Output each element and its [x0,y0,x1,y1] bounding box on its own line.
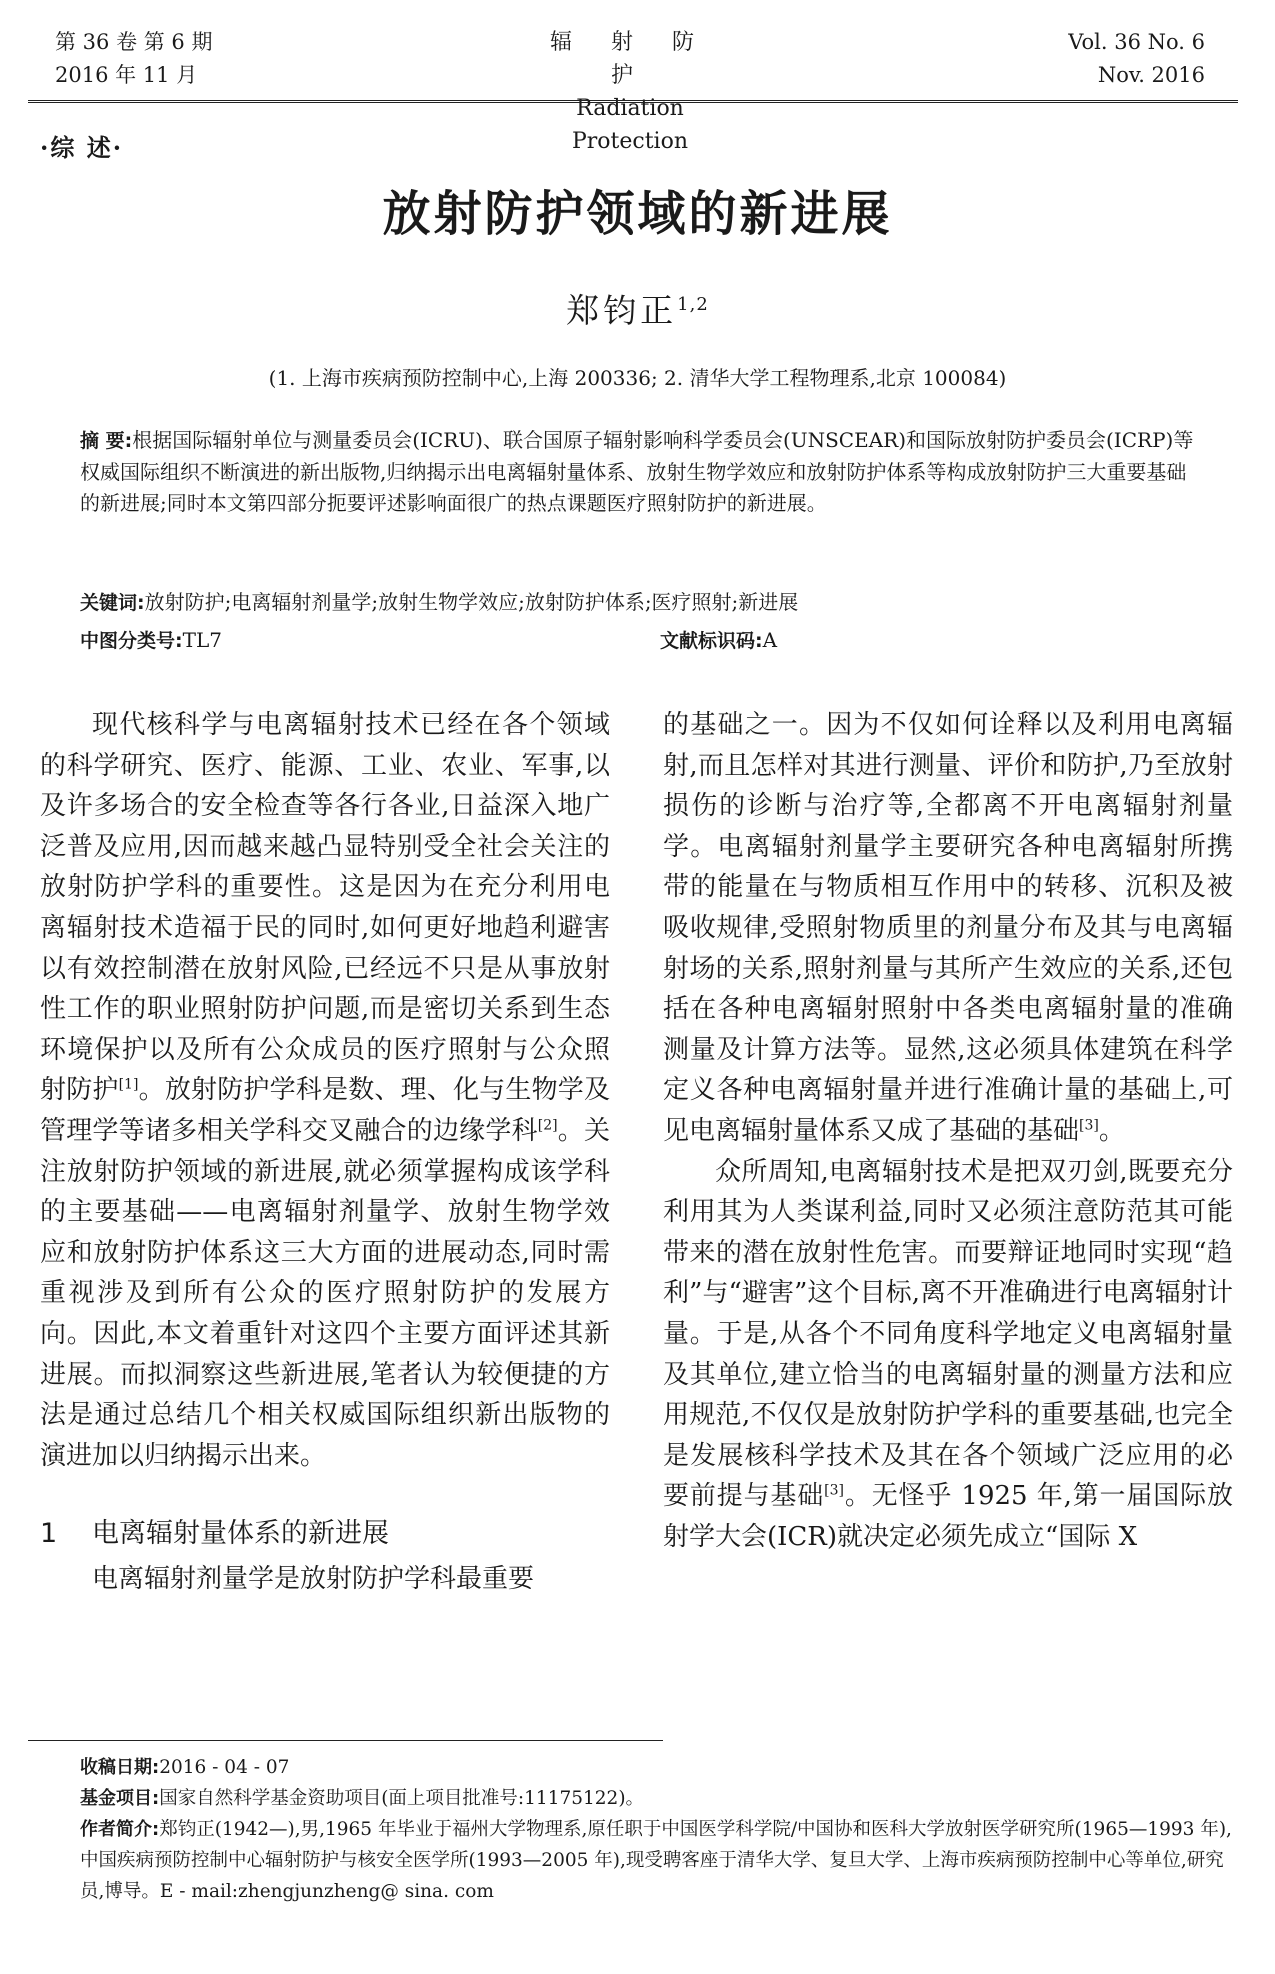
abstract [80,425,1200,519]
citation-3a[interactable]: [3] [1079,1117,1099,1134]
body-column-right [663,705,1233,1557]
keywords-label: 关键词: [80,592,145,614]
section-number: 1 [40,1518,58,1550]
author-bio [40,1814,1240,1907]
classification-line [80,625,1200,656]
footnotes [40,1752,1240,1907]
right-text-d: 。无怪乎 1925 年,第一届国际放射学大会(ICR)就决定必须先成立“国际 X [663,1481,1233,1552]
fund-value: 国家自然科学基金资助项目(面上项目批准号:11175122)。 [159,1788,645,1809]
abstract-text: 根据国际辐射单位与测量委员会(ICRU)、联合国原子辐射影响科学委员会(UNSCEAR)和国际放射防护委员会(ICRP)等权威国际组织不断演进的新出版物,归纳揭示出电离辐射量体系、放射生物学效应和放射防护体系等构成放射防护三大重要基础的新进展;同时本文第四部分扼要评述影响面很广的热点课题医疗照射防护的新进展。 [80,428,1194,515]
intro-text-c: 。关注放射防护领域的新进展,就必须掌握构成该学科的主要基础——电离辐射剂量学、放射生物学效应和放射防护体系这三大方面的进展动态,同时需重视涉及到所有公众的医疗照射防护的发展方向。因此,本文着重针对这四个主要方面评述其新进展。而拟洞察这些新进展,笔者认为较便捷的方法是通过总结几个相关权威国际组织新出版物的演进加以归纳揭示出来。 [40,1115,610,1471]
citation-3b[interactable]: [3] [824,1482,844,1499]
citation-1[interactable]: [1] [118,1076,139,1093]
keywords [80,587,1200,618]
continued-paragraph [663,705,1233,1152]
affiliation: (1. 上海市疾病预防控制中心,上海 200336; 2. 清华大学工程物理系,北京 100084) [268,366,1007,390]
right-text-a: 的基础之一。因为不仅如何诠释以及利用电离辐射,而且怎样对其进行测量、评价和防护,乃至放射损伤的诊断与治疗等,全都离不开电离辐射剂量学。电离辐射剂量学主要研究各种电离辐射所携带的能量在与物质相互作用中的转移、沉积及被吸收规律,受照射物质里的剂量分布及其与电离辐射场的关系,照射剂量与其所产生效应的关系,还包括在各种电离辐射照射中各类电离辐射量的准确测量及计算方法等。显然,这必须具体建筑在科学定义各种电离辐射量并进行准确计量的基础上,可见电离辐射量体系又成了基础的基础 [663,710,1233,1146]
volume-issue-cn: 第 36 卷 第 6 期 [55,30,213,54]
volume-issue-en: Vol. 36 No. 6 [1068,30,1205,54]
footnote-rule [28,1740,663,1741]
intro-text-b: 。放射防护学科是数、理、化与生物学及管理学等诸多相关学科交叉融合的边缘学科 [40,1075,610,1146]
body-column-left [40,705,610,1599]
doc-code-value: A [762,628,778,652]
header-left [55,26,212,92]
article-title: 放射防护领域的新进展 [382,186,893,242]
section-title: 电离辐射量体系的新进展 [92,1518,389,1550]
abstract-label: 摘 要: [80,430,133,452]
clc-value: TL7 [182,628,222,652]
clc-label: 中图分类号: [80,630,183,652]
section-tag: ·综 述· [40,133,124,162]
journal-name-en: Radiation Protection [571,96,689,154]
journal-name-cn: 辐 射 防 护 [550,30,710,88]
section1-paragraph: 电离辐射剂量学是放射防护学科最重要 [92,1563,535,1594]
keywords-text: 放射防护;电离辐射剂量学;放射生物学效应;放射防护体系;医疗照射;新进展 [144,590,799,614]
section-heading-1 [40,1514,610,1555]
author-affiliation-marks: 1,2 [677,294,709,315]
header-center [525,26,735,158]
right-text-c: 众所周知,电离辐射技术是把双刃剑,既要充分利用其为人类谋利益,同时又必须注意防范其可能带来的潜在放射性危害。而要辩证地同时实现“趋利”与“避害”这个目标,离不开准确进行电离辐射计量。于是,从各个不同角度科学地定义电离辐射量及其单位,建立恰当的电离辐射量的测量方法和应用规范,不仅仅是放射防护学科的重要基础,也完全是发展核科学技术及其在各个领域广泛应用的必要前提与基础 [663,1156,1233,1512]
date-cn: 2016 年 11 月 [55,63,198,87]
document-code [660,625,777,656]
fund-label: 基金项目: [80,1788,160,1809]
header-rule [28,100,1238,103]
intro-paragraph [40,705,610,1476]
author-line [0,285,1275,332]
header-right [1068,26,1205,92]
bio-label: 作者简介: [80,1819,160,1840]
received-date [40,1752,1240,1783]
citation-2[interactable]: [2] [537,1117,558,1134]
received-label: 收稿日期: [80,1757,160,1778]
fund-info [40,1783,1240,1814]
paragraph-double-edged [663,1152,1233,1558]
right-text-b: 。 [1098,1115,1125,1146]
author-name: 郑钧正 [566,291,678,330]
received-value: 2016 - 04 - 07 [159,1757,290,1778]
doc-code-label: 文献标识码: [660,630,763,652]
date-en: Nov. 2016 [1097,63,1205,87]
bio-value: 郑钧正(1942—),男,1965 年毕业于福州大学物理系,原任职于中国医学科学院/中国协和医科大学放射医学研究所(1965—1993 年),中国疾病预防控制中心辐射防护与核安全医学所(1993—2005 年),现受聘客座于清华大学、复旦大学、上海市疾病预防控制中心等单位,研究员,博导。E - mail:zhengjunzheng@ sina. com [80,1819,1232,1902]
intro-text-a: 现代核科学与电离辐射技术已经在各个领域的科学研究、医疗、能源、工业、农业、军事,以及许多场合的安全检查等各行各业,日益深入地广泛普及应用,因而越来越凸显特别受全社会关注的放射防护学科的重要性。这是因为在充分利用电离辐射技术造福于民的同时,如何更好地趋利避害以有效控制潜在放射风险,已经远不只是从事放射性工作的职业照射防护问题,而是密切关系到生态环境保护以及所有公众成员的医疗照射与公众照射防护 [40,710,610,1106]
